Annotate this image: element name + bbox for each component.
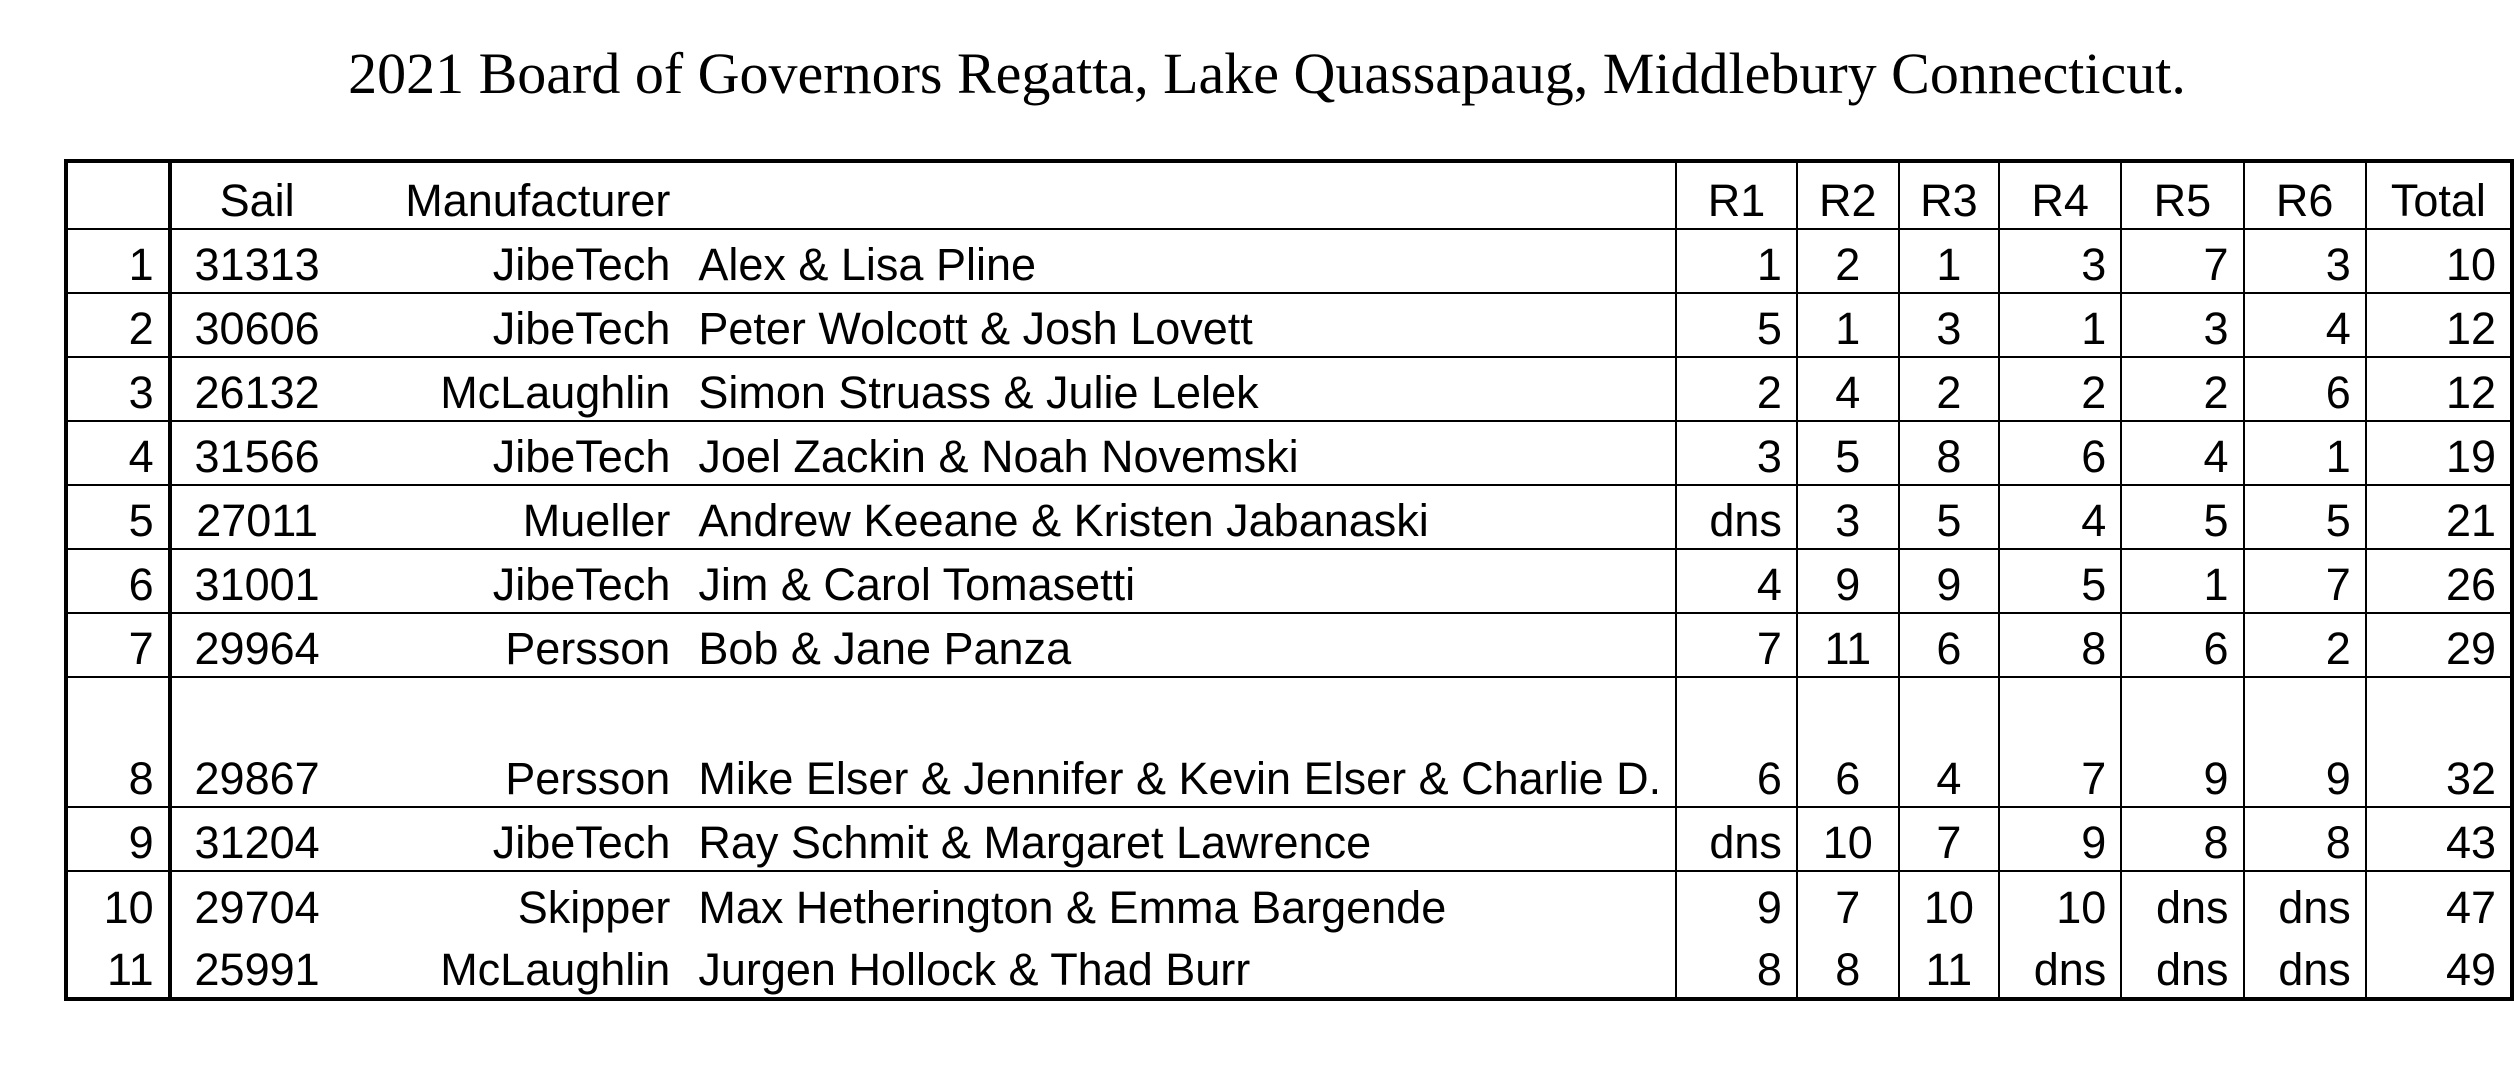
r6-cell: dns xyxy=(2244,871,2366,935)
header-r4: R4 xyxy=(1999,161,2121,229)
r6-cell: 1 xyxy=(2244,421,2366,485)
r2-cell: 4 xyxy=(1797,357,1899,421)
r5-cell: 3 xyxy=(2121,293,2243,357)
table-row xyxy=(66,613,2512,677)
r5-cell: 2 xyxy=(2121,357,2243,421)
r5-cell: dns xyxy=(2121,871,2243,935)
place-cell: 4 xyxy=(66,421,170,485)
manufacturer-cell: McLaughlin xyxy=(343,935,685,999)
header-place xyxy=(66,161,170,229)
r4-cell: 5 xyxy=(1999,549,2121,613)
crew-cell: Alex & Lisa Pline xyxy=(684,229,1676,293)
manufacturer-cell: Mueller xyxy=(343,485,685,549)
total-cell: 43 xyxy=(2366,807,2512,871)
crew-cell: Jurgen Hollock & Thad Burr xyxy=(684,935,1676,999)
r1-cell: 6 xyxy=(1676,677,1797,807)
r1-cell: 3 xyxy=(1676,421,1797,485)
r1-cell: 8 xyxy=(1676,935,1797,999)
sail-cell: 31204 xyxy=(170,807,343,871)
header-crew xyxy=(684,161,1676,229)
sail-cell: 29964 xyxy=(170,613,343,677)
header-row xyxy=(66,161,2512,229)
r6-cell: 3 xyxy=(2244,229,2366,293)
results-table xyxy=(64,159,2514,1001)
place-cell: 1 xyxy=(66,229,170,293)
table-row xyxy=(66,293,2512,357)
header-r2: R2 xyxy=(1797,161,1899,229)
header-r5: R5 xyxy=(2121,161,2243,229)
table-row xyxy=(66,871,2512,935)
r2-cell: 9 xyxy=(1797,549,1899,613)
r2-cell: 6 xyxy=(1797,677,1899,807)
crew-cell: Ray Schmit & Margaret Lawrence xyxy=(684,807,1676,871)
sail-cell: 29867 xyxy=(170,677,343,807)
total-cell: 12 xyxy=(2366,293,2512,357)
sail-cell: 31001 xyxy=(170,549,343,613)
crew-cell: Mike Elser & Jennifer & Kevin Elser & Charlie D. xyxy=(684,677,1676,807)
r2-cell: 5 xyxy=(1797,421,1899,485)
r2-cell: 2 xyxy=(1797,229,1899,293)
r3-cell: 3 xyxy=(1899,293,1999,357)
sail-cell: 26132 xyxy=(170,357,343,421)
r4-cell: 8 xyxy=(1999,613,2121,677)
crew-cell: Joel Zackin & Noah Novemski xyxy=(684,421,1676,485)
place-cell: 6 xyxy=(66,549,170,613)
place-cell: 11 xyxy=(66,935,170,999)
crew-cell: Max Hetherington & Emma Bargende xyxy=(684,871,1676,935)
r2-cell: 1 xyxy=(1797,293,1899,357)
r3-cell: 2 xyxy=(1899,357,1999,421)
r6-cell: 9 xyxy=(2244,677,2366,807)
r1-cell: 2 xyxy=(1676,357,1797,421)
r6-cell: 6 xyxy=(2244,357,2366,421)
sail-cell: 25991 xyxy=(170,935,343,999)
header-r1: R1 xyxy=(1676,161,1797,229)
r2-cell: 11 xyxy=(1797,613,1899,677)
table-row xyxy=(66,357,2512,421)
total-cell: 10 xyxy=(2366,229,2512,293)
total-cell: 32 xyxy=(2366,677,2512,807)
total-cell: 49 xyxy=(2366,935,2512,999)
place-cell: 5 xyxy=(66,485,170,549)
table-row xyxy=(66,229,2512,293)
manufacturer-cell: Persson xyxy=(343,677,685,807)
total-cell: 12 xyxy=(2366,357,2512,421)
r3-cell: 6 xyxy=(1899,613,1999,677)
place-cell: 7 xyxy=(66,613,170,677)
table-row xyxy=(66,807,2512,871)
r3-cell: 8 xyxy=(1899,421,1999,485)
sail-cell: 30606 xyxy=(170,293,343,357)
crew-cell: Bob & Jane Panza xyxy=(684,613,1676,677)
r2-cell: 8 xyxy=(1797,935,1899,999)
r3-cell: 11 xyxy=(1899,935,1999,999)
place-cell: 10 xyxy=(66,871,170,935)
table-row xyxy=(66,549,2512,613)
place-cell: 8 xyxy=(66,677,170,807)
r5-cell: 8 xyxy=(2121,807,2243,871)
r4-cell: 9 xyxy=(1999,807,2121,871)
header-r3: R3 xyxy=(1899,161,1999,229)
r1-cell: 7 xyxy=(1676,613,1797,677)
total-cell: 26 xyxy=(2366,549,2512,613)
header-manufacturer: Manufacturer xyxy=(343,161,685,229)
r2-cell: 3 xyxy=(1797,485,1899,549)
r6-cell: 4 xyxy=(2244,293,2366,357)
r6-cell: 2 xyxy=(2244,613,2366,677)
crew-cell: Andrew Keeane & Kristen Jabanaski xyxy=(684,485,1676,549)
r4-cell: 4 xyxy=(1999,485,2121,549)
sail-cell: 31566 xyxy=(170,421,343,485)
r4-cell: 10 xyxy=(1999,871,2121,935)
r6-cell: 8 xyxy=(2244,807,2366,871)
table-row xyxy=(66,935,2512,999)
r1-cell: 1 xyxy=(1676,229,1797,293)
sail-cell: 29704 xyxy=(170,871,343,935)
r1-cell: 9 xyxy=(1676,871,1797,935)
r6-cell: dns xyxy=(2244,935,2366,999)
r1-cell: 5 xyxy=(1676,293,1797,357)
total-cell: 21 xyxy=(2366,485,2512,549)
place-cell: 2 xyxy=(66,293,170,357)
manufacturer-cell: JibeTech xyxy=(343,549,685,613)
sail-cell: 27011 xyxy=(170,485,343,549)
total-cell: 19 xyxy=(2366,421,2512,485)
sail-cell: 31313 xyxy=(170,229,343,293)
manufacturer-cell: JibeTech xyxy=(343,229,685,293)
header-total: Total xyxy=(2366,161,2512,229)
crew-cell: Jim & Carol Tomasetti xyxy=(684,549,1676,613)
manufacturer-cell: JibeTech xyxy=(343,293,685,357)
r3-cell: 10 xyxy=(1899,871,1999,935)
r5-cell: 9 xyxy=(2121,677,2243,807)
place-cell: 3 xyxy=(66,357,170,421)
r4-cell: 1 xyxy=(1999,293,2121,357)
r3-cell: 5 xyxy=(1899,485,1999,549)
r1-cell: 4 xyxy=(1676,549,1797,613)
r5-cell: 5 xyxy=(2121,485,2243,549)
r5-cell: 6 xyxy=(2121,613,2243,677)
manufacturer-cell: Skipper xyxy=(343,871,685,935)
crew-cell: Simon Struass & Julie Lelek xyxy=(684,357,1676,421)
manufacturer-cell: McLaughlin xyxy=(343,357,685,421)
r3-cell: 9 xyxy=(1899,549,1999,613)
r5-cell: 7 xyxy=(2121,229,2243,293)
place-cell: 9 xyxy=(66,807,170,871)
r5-cell: dns xyxy=(2121,935,2243,999)
r3-cell: 1 xyxy=(1899,229,1999,293)
header-r6: R6 xyxy=(2244,161,2366,229)
r5-cell: 1 xyxy=(2121,549,2243,613)
r4-cell: 3 xyxy=(1999,229,2121,293)
r4-cell: 2 xyxy=(1999,357,2121,421)
r3-cell: 4 xyxy=(1899,677,1999,807)
r4-cell: dns xyxy=(1999,935,2121,999)
r2-cell: 10 xyxy=(1797,807,1899,871)
manufacturer-cell: JibeTech xyxy=(343,421,685,485)
total-cell: 29 xyxy=(2366,613,2512,677)
page-title: 2021 Board of Governors Regatta, Lake Quassapaug, Middlebury Connecticut. xyxy=(348,41,2186,106)
r6-cell: 7 xyxy=(2244,549,2366,613)
manufacturer-cell: JibeTech xyxy=(343,807,685,871)
r5-cell: 4 xyxy=(2121,421,2243,485)
r1-cell: dns xyxy=(1676,485,1797,549)
manufacturer-cell: Persson xyxy=(343,613,685,677)
crew-cell: Peter Wolcott & Josh Lovett xyxy=(684,293,1676,357)
r4-cell: 7 xyxy=(1999,677,2121,807)
r3-cell: 7 xyxy=(1899,807,1999,871)
r2-cell: 7 xyxy=(1797,871,1899,935)
r4-cell: 6 xyxy=(1999,421,2121,485)
table-row xyxy=(66,421,2512,485)
table-row xyxy=(66,677,2512,807)
r6-cell: 5 xyxy=(2244,485,2366,549)
table-row xyxy=(66,485,2512,549)
header-sail: Sail xyxy=(170,161,343,229)
total-cell: 47 xyxy=(2366,871,2512,935)
r1-cell: dns xyxy=(1676,807,1797,871)
